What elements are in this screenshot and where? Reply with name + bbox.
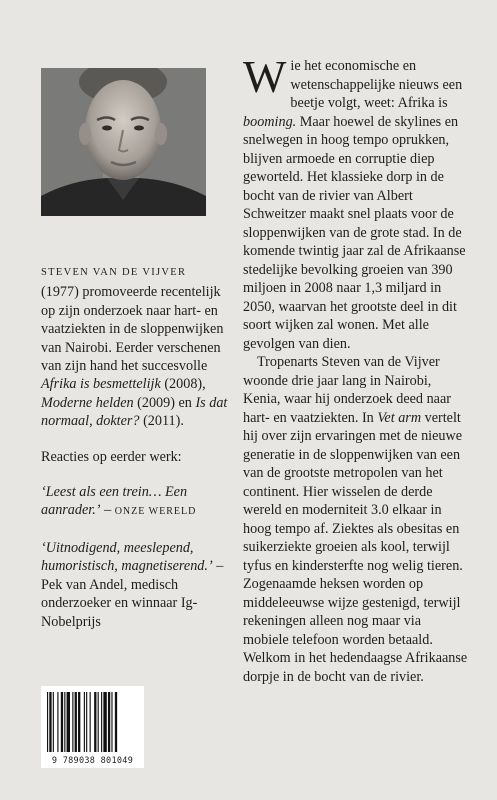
review-quote-1 bbox=[41, 483, 231, 522]
bio-text-1: (1977) promoveerde recentelijk op zijn onderzoek naar hart- en vaatziekten in de sloppenwijken van Nairobi. Eerder verschenen van zijn hand het succesvolle bbox=[41, 284, 224, 375]
barcode-bar bbox=[98, 692, 99, 752]
blurb-p1-emphasis: booming. bbox=[243, 113, 297, 130]
barcode-bar bbox=[67, 692, 70, 752]
barcode-bars bbox=[47, 692, 138, 752]
barcode-bar bbox=[86, 692, 87, 752]
drop-cap: W bbox=[243, 51, 287, 102]
blurb-p2-text-a: Tropenarts Steven van de Vijver woonde drie jaar lang in Nairobi, Kenia, waar hij onderzoek deed naar hart- en vaatziekten. In bbox=[243, 354, 451, 426]
barcode-bar bbox=[111, 692, 112, 752]
blurb-p1-text-a: ie het economische en wetenschappelijke nieuws een beetje volgt, weet: Afrika is bbox=[290, 58, 463, 111]
barcode-bar bbox=[101, 692, 102, 752]
review-quote-1-source: ONZE WERELD bbox=[114, 506, 197, 518]
bio-text-4: (2011). bbox=[139, 413, 184, 430]
barcode-bar bbox=[103, 692, 106, 752]
barcode-bar bbox=[53, 692, 54, 752]
blurb-p2-text-b: vertelt hij over zijn ervaringen met de nieuwe generatie in de sloppenwijken van een van de grootste metropolen van het continent. Hier wisselen de derde wereld en moderniteit 3.0 elkaar in hoog tempo af. Ziektes als obesitas en suikerziekte groeien als kool, terwijl tyfus en kindersterfte nog welig tieren. Zogenaamde heksen worden op middeleeuwse wijze gestenigd, terwijl rekeningen alleen nog maar via mobiele telefoon worden betaald. Welkom in het hedendaagse Afrikaanse dorpje in de bocht van de rivier. bbox=[243, 409, 468, 685]
barcode-bar bbox=[108, 692, 110, 752]
review-quote-2-source: – Pek van Andel, medisch onderzoeker en winnaar Ig-Nobelprijs bbox=[41, 558, 224, 630]
author-name: STEVEN VAN DE VIJVER bbox=[41, 267, 187, 278]
author-bio bbox=[41, 283, 231, 430]
barcode-bar bbox=[57, 692, 58, 752]
isbn-barcode bbox=[41, 686, 144, 768]
barcode-bar bbox=[115, 692, 117, 752]
review-quote-1-text: ‘Leest als een trein… Een aanrader.’ bbox=[41, 484, 188, 519]
barcode-bar bbox=[64, 692, 65, 752]
review-quote-1-dash: – bbox=[100, 502, 115, 519]
reviews-heading: Reacties op eerder werk: bbox=[41, 448, 182, 465]
blurb-column bbox=[243, 51, 468, 686]
barcode-bar bbox=[90, 692, 91, 752]
blurb-paragraph-2 bbox=[243, 353, 468, 686]
review-quote-2-text: ‘Uitnodigend, meeslepend, humoristisch, magnetiserend.’ bbox=[41, 539, 213, 575]
barcode-bar bbox=[84, 692, 85, 752]
review-quote-2 bbox=[41, 539, 231, 631]
book-title-1: Afrika is besmettelijk bbox=[41, 376, 161, 393]
bio-text-3: (2009) en bbox=[133, 394, 196, 411]
bio-text-2: (2008), bbox=[160, 376, 206, 393]
author-photo bbox=[41, 68, 206, 216]
barcode-bar bbox=[61, 692, 63, 752]
blurb-paragraph-1 bbox=[243, 51, 468, 353]
barcode-bar bbox=[78, 692, 80, 752]
barcode-bar bbox=[47, 692, 48, 752]
isbn-number: 9 789038 801049 bbox=[51, 756, 134, 766]
blurb-p1-text-b: Maar hoewel de skylines en snelwegen in hoog tempo oprukken, blijven armoede en corruptie diep geworteld. Het klassieke dorp in de bocht van de rivier van Albert Schweitzer maakt snel plaats voor de sloppenwijken van de grote stad. In de komende twintig jaar zal de Afrikaanse stedelijke bevolking groeien van 390 miljoen in 2008 naar 1,3 miljard in 2050, waarvan het grootste deel in dit soort wijken zal wonen. Met alle gevolgen van dien. bbox=[243, 113, 466, 352]
barcode-bar bbox=[94, 692, 96, 752]
author-column bbox=[41, 264, 231, 631]
author-portrait-illustration bbox=[41, 68, 206, 216]
book-title-2: Moderne helden bbox=[41, 394, 134, 411]
barcode-bar bbox=[75, 692, 77, 752]
book-title-3: Is dat normaal, dokter? bbox=[41, 394, 228, 430]
blurb-p2-book-title: Vet arm bbox=[377, 409, 422, 426]
barcode-bar bbox=[49, 692, 51, 752]
barcode-bar bbox=[72, 692, 73, 752]
